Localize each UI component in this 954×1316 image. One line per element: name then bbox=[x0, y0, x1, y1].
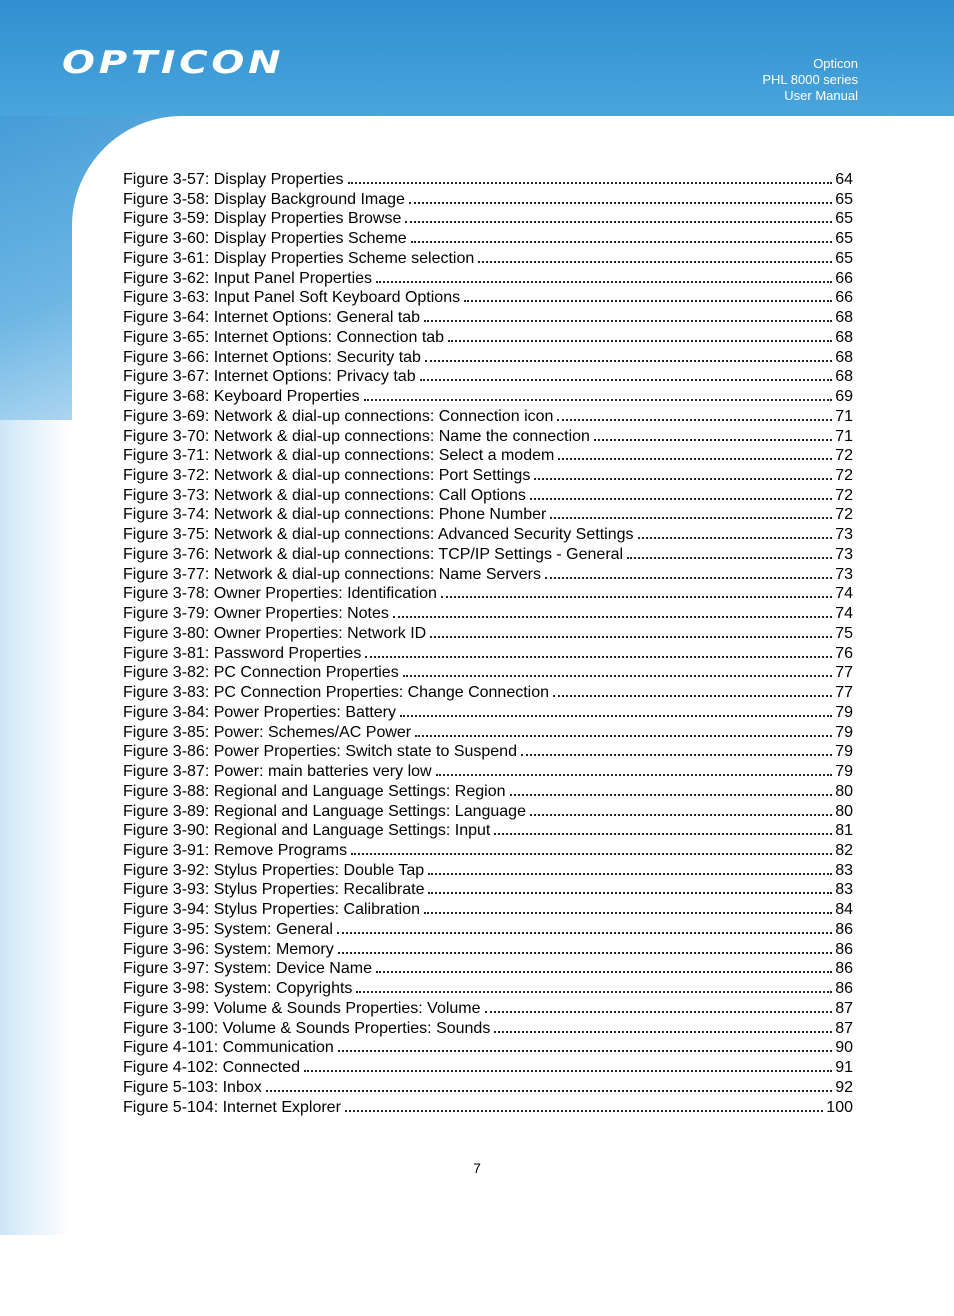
toc-entry-title: Figure 3-72: Network & dial-up connections: Port Settings bbox=[123, 467, 531, 485]
toc-entry-title: Figure 3-65: Internet Options: Connection tab bbox=[123, 328, 445, 346]
toc-entry-title: Figure 3-67: Internet Options: Privacy tab bbox=[123, 368, 416, 386]
toc-entry[interactable] bbox=[123, 878, 853, 898]
toc-entry-title: Figure 3-58: Display Background Image bbox=[123, 190, 405, 208]
toc-entry-page: 86 bbox=[835, 940, 853, 958]
toc-entry-title: Figure 3-97: System: Device Name bbox=[123, 960, 372, 978]
toc-entry-title: Figure 3-100: Volume & Sounds Properties: Sounds bbox=[123, 1019, 491, 1037]
toc-entry[interactable] bbox=[123, 740, 853, 760]
toc-entry-title: Figure 3-66: Internet Options: Security tab bbox=[123, 348, 421, 366]
toc-entry[interactable] bbox=[123, 306, 853, 326]
toc-entry-title: Figure 3-81: Password Properties bbox=[123, 644, 362, 662]
toc-entry-page: 73 bbox=[835, 545, 853, 563]
toc-entry[interactable] bbox=[123, 661, 853, 681]
toc-entry-title: Figure 3-77: Network & dial-up connections: Name Servers bbox=[123, 565, 541, 583]
toc-entry-page: 92 bbox=[835, 1078, 853, 1096]
toc-entry-page: 81 bbox=[835, 822, 853, 840]
toc-entry-page: 68 bbox=[835, 309, 853, 327]
toc-entry[interactable] bbox=[123, 168, 853, 188]
toc-entry[interactable] bbox=[123, 188, 853, 208]
header-company: Opticon bbox=[813, 56, 858, 71]
toc-leader-dots bbox=[348, 168, 833, 184]
toc-leader-dots bbox=[430, 622, 832, 638]
toc-entry-title: Figure 3-68: Keyboard Properties bbox=[123, 388, 360, 406]
toc-entry[interactable] bbox=[123, 543, 853, 563]
toc-entry-page: 66 bbox=[835, 269, 853, 287]
toc-entry-page: 87 bbox=[835, 1019, 853, 1037]
toc-entry-page: 72 bbox=[835, 467, 853, 485]
toc-leader-dots bbox=[351, 839, 832, 855]
toc-leader-dots bbox=[441, 582, 832, 598]
toc-entry-title: Figure 3-78: Owner Properties: Identification bbox=[123, 585, 437, 603]
toc-leader-dots bbox=[553, 681, 832, 697]
toc-entry[interactable] bbox=[123, 957, 853, 977]
toc-leader-dots bbox=[411, 227, 833, 243]
toc-entry-title: Figure 3-71: Network & dial-up connections: Select a modem bbox=[123, 447, 555, 465]
toc-leader-dots bbox=[424, 898, 832, 914]
toc-leader-dots bbox=[409, 188, 832, 204]
toc-entry-page: 71 bbox=[835, 407, 853, 425]
toc-leader-dots bbox=[266, 1076, 832, 1092]
toc-leader-dots bbox=[478, 247, 832, 263]
toc-entry[interactable] bbox=[123, 938, 853, 958]
toc-entry[interactable] bbox=[123, 997, 853, 1017]
toc-entry-title: Figure 3-62: Input Panel Properties bbox=[123, 269, 373, 287]
page-number: 7 bbox=[473, 1160, 481, 1176]
toc-leader-dots bbox=[393, 602, 832, 618]
toc-entry-title: Figure 3-82: PC Connection Properties bbox=[123, 664, 399, 682]
toc-entry-page: 90 bbox=[835, 1039, 853, 1057]
toc-entry-title: Figure 3-87: Power: main batteries very low bbox=[123, 763, 432, 781]
toc-entry[interactable] bbox=[123, 385, 853, 405]
toc-entry-page: 72 bbox=[835, 506, 853, 524]
toc-entry[interactable] bbox=[123, 1096, 853, 1116]
toc-entry[interactable] bbox=[123, 227, 853, 247]
toc-entry[interactable] bbox=[123, 642, 853, 662]
toc-entry-page: 75 bbox=[835, 624, 853, 642]
toc-entry-title: Figure 4-101: Communication bbox=[123, 1039, 334, 1057]
toc-entry-title: Figure 3-74: Network & dial-up connections: Phone Number bbox=[123, 506, 547, 524]
toc-entry[interactable] bbox=[123, 563, 853, 583]
toc-entry-title: Figure 3-69: Network & dial-up connections: Connection icon bbox=[123, 407, 554, 425]
toc-leader-dots bbox=[304, 1056, 832, 1072]
toc-leader-dots bbox=[558, 444, 832, 460]
header-product: PHL 8000 series bbox=[762, 72, 858, 87]
toc-entry[interactable] bbox=[123, 977, 853, 997]
toc-entry-page: 86 bbox=[835, 960, 853, 978]
toc-entry-title: Figure 3-76: Network & dial-up connections: TCP/IP Settings - General bbox=[123, 545, 624, 563]
toc-entry[interactable] bbox=[123, 365, 853, 385]
toc-entry-title: Figure 3-91: Remove Programs bbox=[123, 841, 348, 859]
toc-entry-title: Figure 3-84: Power Properties: Battery bbox=[123, 703, 397, 721]
toc-entry[interactable] bbox=[123, 207, 853, 227]
toc-entry-page: 87 bbox=[835, 999, 853, 1017]
toc-entry-page: 79 bbox=[835, 703, 853, 721]
toc-leader-dots bbox=[494, 819, 832, 835]
toc-entry[interactable] bbox=[123, 425, 853, 445]
toc-entry-title: Figure 3-73: Network & dial-up connections: Call Options bbox=[123, 486, 526, 504]
toc-entry[interactable] bbox=[123, 760, 853, 780]
toc-entry-page: 100 bbox=[826, 1098, 853, 1116]
toc-entry-title: Figure 3-63: Input Panel Soft Keyboard Options bbox=[123, 289, 461, 307]
toc-entry[interactable] bbox=[123, 1056, 853, 1076]
toc-entry-title: Figure 3-86: Power Properties: Switch state to Suspend bbox=[123, 743, 517, 761]
toc-entry-title: Figure 3-60: Display Properties Scheme bbox=[123, 230, 407, 248]
toc-entry[interactable] bbox=[123, 898, 853, 918]
toc-entry-title: Figure 3-94: Stylus Properties: Calibration bbox=[123, 901, 421, 919]
toc-entry-page: 83 bbox=[835, 861, 853, 879]
toc-leader-dots bbox=[415, 721, 832, 737]
toc-entry-page: 65 bbox=[835, 230, 853, 248]
toc-leader-dots bbox=[424, 306, 832, 322]
toc-leader-dots bbox=[436, 760, 833, 776]
toc-entry[interactable] bbox=[123, 819, 853, 839]
toc-entry-page: 86 bbox=[835, 920, 853, 938]
toc-leader-dots bbox=[400, 701, 832, 717]
toc-entry-title: Figure 3-95: System: General bbox=[123, 920, 333, 938]
toc-entry-title: Figure 3-93: Stylus Properties: Recalibrate bbox=[123, 881, 425, 899]
toc-entry[interactable] bbox=[123, 780, 853, 800]
toc-entry-page: 72 bbox=[835, 486, 853, 504]
toc-entry-title: Figure 3-90: Regional and Language Settings: Input bbox=[123, 822, 491, 840]
toc-entry-page: 79 bbox=[835, 723, 853, 741]
opticon-logo bbox=[62, 46, 294, 80]
toc-entry-title: Figure 3-92: Stylus Properties: Double Tap bbox=[123, 861, 425, 879]
toc-entry-title: Figure 3-64: Internet Options: General tab bbox=[123, 309, 421, 327]
toc-entry-page: 84 bbox=[835, 901, 853, 919]
toc-entry[interactable] bbox=[123, 286, 853, 306]
toc-entry[interactable] bbox=[123, 1076, 853, 1096]
toc-leader-dots bbox=[557, 405, 832, 421]
toc-leader-dots bbox=[530, 484, 832, 500]
toc-leader-dots bbox=[403, 661, 833, 677]
toc-entry-page: 72 bbox=[835, 447, 853, 465]
toc-entry-page: 65 bbox=[835, 210, 853, 228]
toc-leader-dots bbox=[485, 997, 833, 1013]
header-info bbox=[762, 56, 858, 104]
toc-entry-page: 73 bbox=[835, 565, 853, 583]
toc-entry-title: Figure 3-70: Network & dial-up connections: Name the connection bbox=[123, 427, 590, 445]
toc-entry-title: Figure 3-99: Volume & Sounds Properties: Volume bbox=[123, 999, 481, 1017]
toc-leader-dots bbox=[420, 365, 833, 381]
toc-leader-dots bbox=[545, 563, 832, 579]
toc-entry[interactable] bbox=[123, 464, 853, 484]
toc-entry-title: Figure 3-79: Owner Properties: Notes bbox=[123, 605, 389, 623]
toc-entry-page: 74 bbox=[835, 585, 853, 603]
toc-leader-dots bbox=[550, 503, 832, 519]
toc-entry[interactable] bbox=[123, 247, 853, 267]
toc-entry-page: 82 bbox=[835, 841, 853, 859]
toc-entry-title: Figure 3-80: Owner Properties: Network ID bbox=[123, 624, 427, 642]
toc-entry-title: Figure 3-57: Display Properties bbox=[123, 171, 344, 188]
toc-entry-page: 80 bbox=[835, 802, 853, 820]
toc-leader-dots bbox=[534, 464, 832, 480]
toc-entry-page: 74 bbox=[835, 605, 853, 623]
toc-leader-dots bbox=[337, 918, 832, 934]
toc-leader-dots bbox=[364, 385, 833, 401]
toc-leader-dots bbox=[338, 938, 832, 954]
toc-entry[interactable] bbox=[123, 918, 853, 938]
toc-entry[interactable] bbox=[123, 622, 853, 642]
toc-entry-title: Figure 3-59: Display Properties Browse bbox=[123, 210, 402, 228]
toc-entry-title: Figure 3-89: Regional and Language Settings: Language bbox=[123, 802, 526, 820]
toc-leader-dots bbox=[594, 425, 832, 441]
toc-leader-dots bbox=[627, 543, 832, 559]
toc-entry[interactable] bbox=[123, 267, 853, 287]
toc-entry-page: 83 bbox=[835, 881, 853, 899]
toc-entry-page: 79 bbox=[835, 763, 853, 781]
toc-leader-dots bbox=[376, 957, 832, 973]
toc-leader-dots bbox=[428, 859, 832, 875]
toc-entry-page: 66 bbox=[835, 289, 853, 307]
toc-leader-dots bbox=[425, 346, 832, 362]
toc-entry-page: 73 bbox=[835, 526, 853, 544]
toc-entry-page: 91 bbox=[835, 1059, 853, 1077]
toc-entry[interactable] bbox=[123, 701, 853, 721]
toc-entry-title: Figure 3-83: PC Connection Properties: Change Connection bbox=[123, 684, 550, 702]
toc-entry[interactable] bbox=[123, 326, 853, 346]
toc-leader-dots bbox=[638, 523, 833, 539]
toc-entry-title: Figure 3-88: Regional and Language Settings: Region bbox=[123, 782, 506, 800]
toc-entry-page: 71 bbox=[835, 427, 853, 445]
toc-leader-dots bbox=[521, 740, 832, 756]
toc-leader-dots bbox=[356, 977, 832, 993]
logo-text: OPTICON bbox=[62, 45, 285, 81]
toc-leader-dots bbox=[345, 1096, 823, 1112]
toc-leader-dots bbox=[494, 1017, 832, 1033]
toc-entry[interactable] bbox=[123, 800, 853, 820]
toc-leader-dots bbox=[405, 207, 832, 223]
toc-entry-page: 77 bbox=[835, 664, 853, 682]
toc-leader-dots bbox=[376, 267, 832, 283]
toc-entry[interactable] bbox=[123, 503, 853, 523]
toc-entry-page: 80 bbox=[835, 782, 853, 800]
toc-entry-title: Figure 5-103: Inbox bbox=[123, 1078, 262, 1096]
toc-entry-page: 76 bbox=[835, 644, 853, 662]
toc-entry[interactable] bbox=[123, 484, 853, 504]
toc-leader-dots bbox=[464, 286, 832, 302]
header-doc-type: User Manual bbox=[784, 88, 858, 103]
toc-entry-title: Figure 4-102: Connected bbox=[123, 1059, 300, 1077]
toc-entry-title: Figure 5-104: Internet Explorer bbox=[123, 1098, 341, 1116]
toc-entry-title: Figure 3-61: Display Properties Scheme selection bbox=[123, 249, 475, 267]
toc-leader-dots bbox=[365, 642, 832, 658]
toc-entry-page: 77 bbox=[835, 684, 853, 702]
toc-leader-dots bbox=[530, 800, 832, 816]
toc-entry-page: 65 bbox=[835, 190, 853, 208]
toc-entry[interactable] bbox=[123, 582, 853, 602]
toc-entry[interactable] bbox=[123, 839, 853, 859]
toc-entry-page: 79 bbox=[835, 743, 853, 761]
toc-entry-title: Figure 3-98: System: Copyrights bbox=[123, 980, 353, 998]
toc-entry[interactable] bbox=[123, 1017, 853, 1037]
toc-entry[interactable] bbox=[123, 405, 853, 425]
toc-leader-dots bbox=[510, 780, 833, 796]
toc-entry-page: 68 bbox=[835, 348, 853, 366]
toc-leader-dots bbox=[448, 326, 832, 342]
toc-entry[interactable] bbox=[123, 1036, 853, 1056]
table-of-figures bbox=[123, 168, 853, 1115]
toc-entry-title: Figure 3-96: System: Memory bbox=[123, 940, 334, 958]
toc-entry-page: 65 bbox=[835, 249, 853, 267]
toc-leader-dots bbox=[428, 878, 832, 894]
toc-entry-page: 86 bbox=[835, 980, 853, 998]
toc-entry-page: 68 bbox=[835, 328, 853, 346]
toc-entry[interactable] bbox=[123, 721, 853, 741]
toc-entry-title: Figure 3-85: Power: Schemes/AC Power bbox=[123, 723, 412, 741]
toc-entry[interactable] bbox=[123, 681, 853, 701]
toc-entry-page: 69 bbox=[835, 388, 853, 406]
toc-entry-page: 68 bbox=[835, 368, 853, 386]
toc-entry[interactable] bbox=[123, 859, 853, 879]
toc-entry[interactable] bbox=[123, 346, 853, 366]
toc-entry-title: Figure 3-75: Network & dial-up connections: Advanced Security Settings bbox=[123, 526, 634, 544]
toc-leader-dots bbox=[338, 1036, 832, 1052]
toc-entry-page: 64 bbox=[835, 171, 853, 188]
toc-entry[interactable] bbox=[123, 523, 853, 543]
toc-entry[interactable] bbox=[123, 602, 853, 622]
toc-entry[interactable] bbox=[123, 444, 853, 464]
